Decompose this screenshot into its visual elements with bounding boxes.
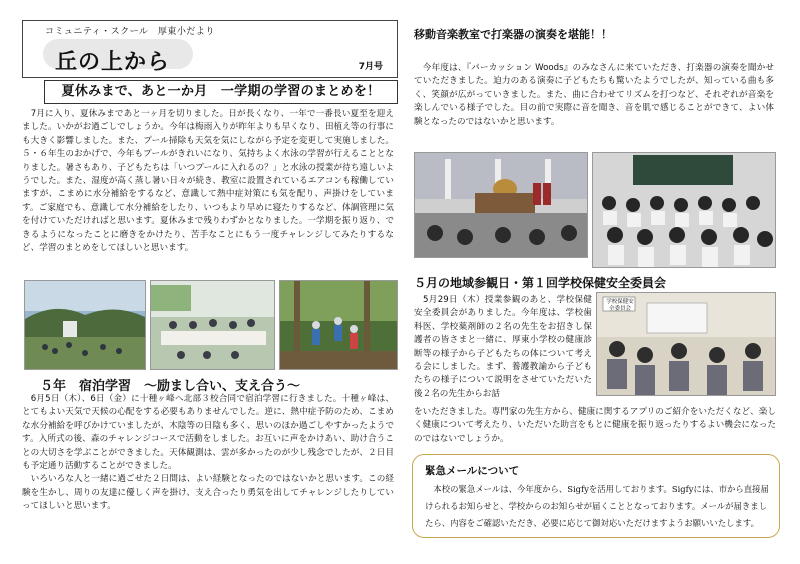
music-title: 移動音楽教室で打楽器の演奏を堪能！！ xyxy=(414,28,612,41)
health-text-top: 5月29日（木）授業参観のあと、学校保健安全委員会がありました。今年度は、学校歯科医、学校薬剤師の２名の先生をお招きし保護者の皆さまと一緒に、厚東小学校の健康診断等の様子から子どもたちの体について考える会にしました。まず、養護教諭から子どもたちの様子について説明をさせていただいた後２名の先生からお話 xyxy=(414,295,592,399)
notice-text: 本校の緊急メールは、今年度から、Sigfyを活用しております。Sigfyには、市から直接届けられるお知らせと、学校からのお知らせが届くこととなっております。メールが届きましたら、内容をご確認いただき、必要に応じて御対応いただけますようお願いいたします。 xyxy=(425,484,769,528)
newsletter-title: 丘の上から xyxy=(55,50,171,75)
camp-photo-meal xyxy=(150,280,275,370)
issue-month: 7月号 xyxy=(358,62,383,72)
music-text: 今年度は、『パーカッション Woods』のみなさんに来ていただき、打楽器の演奏を聞かせていただきました。迫力のある演奏に子どもたちも驚いたようでしたが、知っている曲も多く、笑顔が広がっていきました。また、曲に合わせてリズムを打つなど、それぞれが音楽を楽しんでいる様子でした。目の前で実際に音を聞き、音を肌で感じることができて、よい体験となったのではないかと思います。 xyxy=(414,63,774,127)
camp-title: ５年 宿泊学習 ～励まし合い、支え合う～ xyxy=(40,379,301,394)
camp-photo-night xyxy=(24,280,146,370)
health-title: ５月の地域参観日・第１回学校保健安全委員会 xyxy=(414,276,667,290)
masthead xyxy=(22,20,398,78)
notice-title: 緊急メールについて xyxy=(425,465,520,477)
camp-article xyxy=(22,393,394,549)
music-photo-performance xyxy=(414,152,588,258)
emergency-mail-notice xyxy=(412,454,780,538)
camp-text-1: 6月5日（木）、6日（金）に十種ヶ峰へ北部３校合同で宿泊学習に行きました。十種ヶ峰は、とてもよい天気で天候の心配をする必要もありませんでした。逆に、熱中症予防のため、こまめな水分補給を呼びかけていましたが、木陰等の日陰も多く、思いのほか過ごしやすかったようです。入所式の後、森のチャレンジコースで活動をしました。お互いに声をかけあい、助け合うことの大切さを学ぶことができました。天体観測は、雲が多かったのが少し残念でしたが、２日目も予定通り活動することができました。 xyxy=(22,394,394,472)
health-text-bottom: をいただきました。専門家の先生方から、健康に関するアプリのご紹介をいただくなど、楽しく健康について考えたり、いただいた助言をもとに健康を振り返ったりするよい機会になったのではないでしょうか。 xyxy=(414,407,776,444)
health-photo-meeting xyxy=(596,292,776,396)
intro-article xyxy=(22,108,394,276)
music-article xyxy=(414,62,774,148)
headline: 夏休みまで、あと一か月 一学期の学習のまとめを！ xyxy=(44,80,398,104)
health-article-top xyxy=(414,294,592,406)
camp-photo-forest xyxy=(279,280,398,370)
newsletter-school-label: コミュニティ・スクール 厚東小だより xyxy=(45,27,215,37)
intro-text: 7月に入り、夏休みまであと一ヶ月を切りました。日が長くなり、一年で一番長い夏至を迎えました。いかがお過ごしでしょうか。今年は梅雨入りが昨年よりも早くなり、田植え等の行事にも大きく影響しました。また、プール掃除も天気を気にしながら予定を変更して実施しました。５・６年生のおかげで、今年もプールがきれいになり、気持ちよく水泳の学習が行えることとなりました。暑さもあり、子どもたちは「いつプールに入れるの？」と水泳の授業が待ち遠しいようでした。また、湿度が高く蒸し暑い日々が続き、教室に設置されているエアコンも稼働していますが、こまめに水分補給をするなど、意識して熱中症対策にも気を配り、声掛けをしています。ご家庭でも、意識して水分補給をしたり、いつもより早めに寝たりするなど、体調管理に気を付けていただければと思います。夏休みまで残りわずかとなりました。一学期を振り返り、できるようになったことに磨きをかけたり、苦手なことにもう一度チャレンジしてみたりするなど、学習のまとめをしてほしいと思います。 xyxy=(22,109,394,254)
health-article-bottom xyxy=(414,406,776,450)
health-sign-label: 学校保健安全委員会 xyxy=(606,299,634,312)
camp-text-2: いろいろな人と一緒に過ごせた２日間は、よい経験となったのではないかと思います。この経験を生かし、周りの友達に優しく声を掛け、支え合ったり勇気を出してチャレンジしたりしていってほしいと思います。 xyxy=(22,474,394,512)
music-photo-audience xyxy=(592,152,776,268)
